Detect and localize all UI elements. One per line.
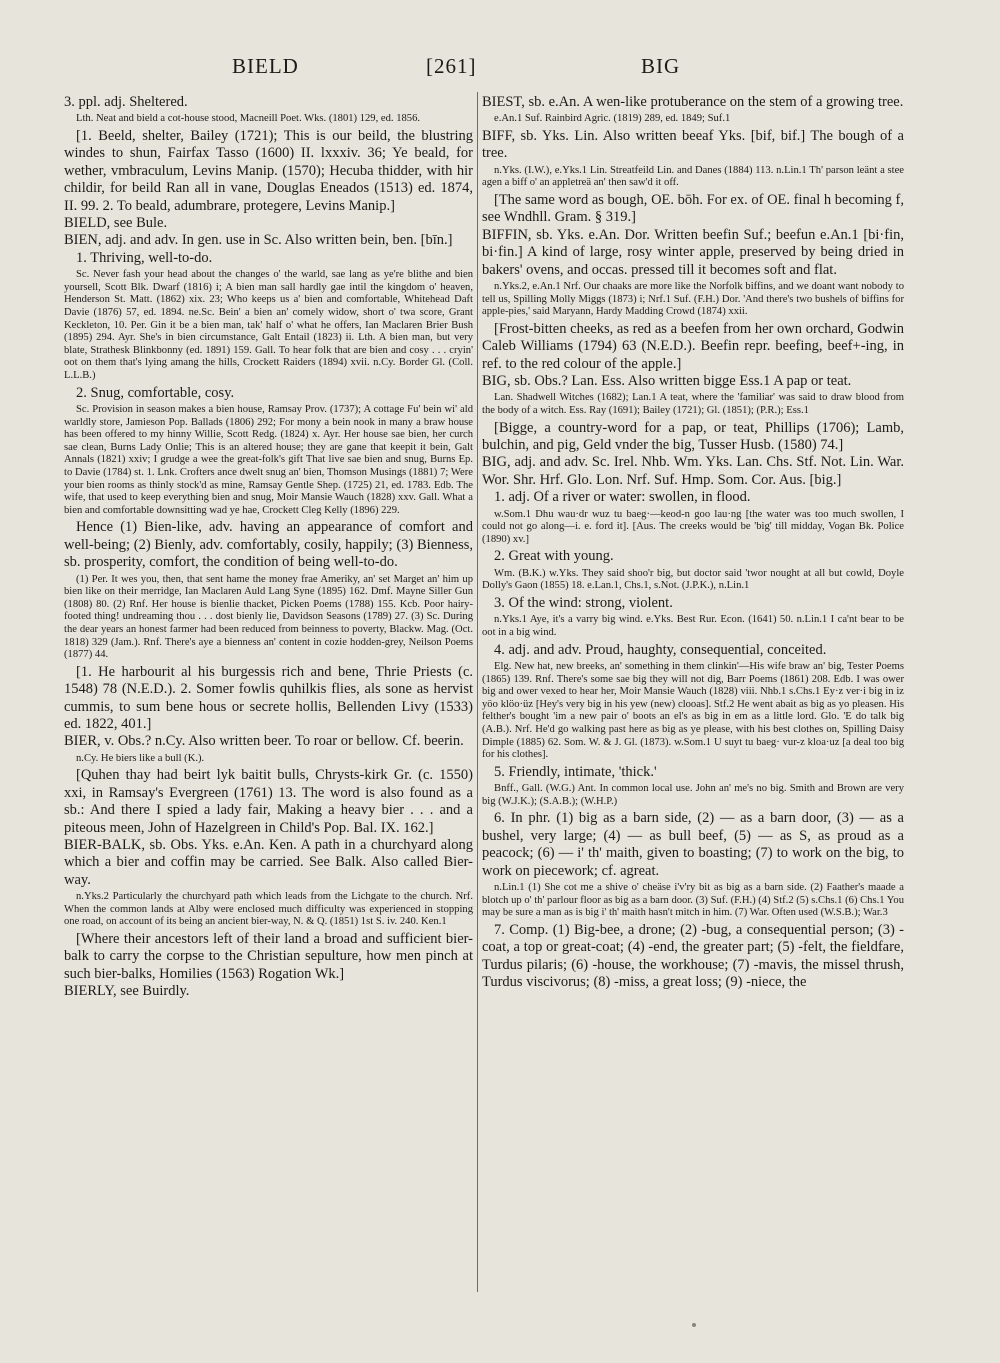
entry-paragraph: BIERLY, see Buirdly.	[64, 983, 190, 1000]
entry-paragraph: BIG, adj. and adv. Sc. Irel. Nhb. Wm. Yks. Lan. Chs. Stf. Not. Lin. War. Wor. Shr. Hrf. Glo. Lon. Nrf. Suf. Hmp. Som. Cor. Aus. [big.]	[482, 454, 904, 488]
entry-paragraph: BIFFIN, sb. Yks. e.An. Dor. Written beefin Suf.; beefun e.An.1 [bi·fin, bi·fin.] A kind of large, rosy winter apple, preserved by being dried in bakers' ovens, and occas. pressed till it becomes soft and flat.	[482, 226, 904, 278]
quotation-paragraph: Lan. Shadwell Witches (1682); Lan.1 A teat, where the 'familiar' was said to draw blood from the body of a witch. Ess. Ray (1691); Bailey (1721); Gl. (1851); (P.R.); Ess.1	[482, 392, 904, 417]
quotation-paragraph: w.Som.1 Dhu wau·dr wuz tu baeg·—keod-n goo lau·ng [the water was too much swollen, I could not go along—i. e. ford it]. [Aus. The creeks would be 'big' till midday, Vogan Bk. Police (1890) xv.]	[482, 508, 904, 545]
entry-paragraph: [Bigge, a country-word for a pap, or teat, Phillips (1706); Lamb, bulchin, and pig, Geld vnder the big, Tusser Husb. (1580) 74.]	[482, 419, 904, 454]
entry-paragraph: BIEST, sb. e.An. A wen-like protuberance on the stem of a growing tree.	[482, 94, 904, 110]
right-column	[482, 94, 904, 1314]
column-rule	[477, 92, 478, 1292]
quotation-paragraph: n.Yks. (I.W.), e.Yks.1 Lin. Streatfeild Lin. and Danes (1884) 113. n.Lin.1 Th' parson leänt a stee agen a biff o' an appletreä an' then saw'd it off.	[482, 164, 904, 189]
entry-paragraph: Hence (1) Bien-like, adv. having an appearance of comfort and well-being; (2) Bienly, adv. comfortably, cosily, happily; (3) Bienness, sb. prosperity, comfort, the condition of being well-to-do.	[64, 519, 473, 571]
entry-paragraph: 3. ppl. adj. Sheltered.	[64, 94, 188, 110]
quotation-paragraph: n.Cy. He biers like a bull (K.).	[76, 752, 205, 764]
quotation-paragraph: Sc. Never fash your head about the changes o' the warld, sae lang as ye're blithe and bien yoursell, Scott Blk. Dwarf (1816) i; A bien man sall hardly gae intil the kingdom o' heaven, Henderson St. Matt. (1862) xix. 23; Who keeps us a' bien and comfortable, Whitehead Daft Davie (1876) 57, ed. 1894. ne.Sc. Bein' a bien an' comely widow, short o' twa score, Grant Keckleton, 10. Per. Gin it be a bien man, tak' half o' what he offers, Ian Maclaren Brier Bush (1895) 294. Ayr. She's in bien circumstance, Galt Entail (1823) ii. Lth. A bien man, but very blate, Strathesk Blinkbonny (ed. 1891) 159. Gall. To hear folk that are bien and cosy . . . cryin' oot on them that's lying amang the hills, Crockett Raiders (1894) xvii. n.Cy. Border Gl. (Coll. L.L.B.)	[64, 269, 473, 381]
entry-paragraph: [The same word as bough, OE. bōh. For ex. of OE. final h becoming f, see Wndhll. Gram. § 319.]	[482, 192, 904, 226]
quotation-paragraph: n.Yks.2 Particularly the churchyard path which leads from the Lichgate to the church. Nrf. When the common lands at Alby were enclosed much difficulty was experienced in stopping one road, on account of its being an ancient bier-way, N. & Q. (1851) 1st S. iv. 240. Ken.1	[64, 891, 473, 928]
quotation-paragraph: n.Yks.2, e.An.1 Nrf. Our chaaks are more like the Norfolk biffins, and we doant want nobody to tell us, Spilling Molly Miggs (1873) i; Nrf.1 Suf. (F.H.) Dor. 'And there's two bushels of biffins for apple-pies,' said Maryann, Hardy Madding Crowd (1874) xxii.	[482, 281, 904, 318]
quotation-paragraph: Sc. Provision in season makes a bien house, Ramsay Prov. (1737); A cottage Fu' bein wi' ald warldly store, Jamieson Pop. Ballads (1806) 292; For mony a bein nook in many a braw house has been offered to my hinny Willie, Scott Redg. (1824) x. Ayr. Her house sae bien, her curch sae clean, Burns Lady Onlie; This is an altered house; they are gane that keepit it bein, Galt Annals (1821) xxiv; I grudge a wee the great-folk's gift That live sae bien and snug, Burns Ep. to Davie (1784) st. 1. Lnk. Crofters ance dwelt snug an' bien, Thomson Musings (1881) 7; Were your bien rooms as thinly stock'd as mine, Ramsay Gentle Shep. (1725) 21, ed. 1783. Edb. The wife, that used to keep everything bien and snug, Moir Mansie Wauch (1828) xxv. Gall. What a bien and comfortable downsitting wad ye hae, Crockett Cleg Kelly (1896) 229.	[64, 404, 473, 516]
entry-paragraph: [Frost-bitten cheeks, as red as a beefen from her own orchard, Godwin Caleb Williams (1794) 63 (N.E.D.). Beefin repr. beefing, beef+-ing, in ref. to the red colour of the apple.]	[482, 320, 904, 372]
entry-paragraph: [1. Beeld, shelter, Bailey (1721); This is our beild, the blustring windes to shun, Fairfax Tasso (1600) II. lxxxiv. 36; Ye beald, for wether, vmbraculum, Levins Manip. (1570); Hecuba thidder, with hir childir, for beild Ran all in vane, Douglas Eneados (1513) ed. 1874, II. 99. 2. To beald, adumbrare, protegere, Levins Manip.]	[64, 128, 473, 214]
quotation-paragraph: Bnff., Gall. (W.G.) Ant. In common local use. John an' me's no big. Smith and Brown are very big (W.J.K.); (S.A.B.); (W.H.P.)	[482, 783, 904, 807]
entry-paragraph: 5. Friendly, intimate, 'thick.'	[494, 763, 657, 780]
left-column	[64, 94, 473, 1314]
entry-paragraph: BIER, v. Obs.? n.Cy. Also written beer. To roar or bellow. Cf. beerin.	[64, 733, 464, 750]
entry-paragraph: 1. adj. Of a river or water: swollen, in flood.	[494, 489, 751, 506]
quotation-paragraph: n.Lin.1 (1) She cot me a shive o' cheäse i'v'ry bit as big as a barn side. (2) Faather's maade a blotch up o' th' parlour floor as big as a barn door. (3) Suf. (F.H.) (4) Stf.2 (5) s.Chs.1 (6) Chs.1 You may be sure a man as is big i' th' maith hasn't mitch in him. (7) War. Often used (W.S.B.); War.3	[482, 882, 904, 919]
quotation-paragraph: Elg. New hat, new breeks, an' something in them clinkin'—His wife braw an' big, Tester Poems (1865) 139. Rnf. There's some sae big they will not dig, Barr Poems (1861) 208. Edb. I was ower big and ower vexed to hear her, Moir Mansie Wauch (1828) viii. Nhb.1 s.Chs.1 Ey·z ver·i big in iz yöo klöo·üz [Hey's very big in his yew (new) clooas]. Stf.2 He went abait as big as yo pleasen. His felther's bought 'im a new pair o' boots an el's as big in em as a little lord. Glo. 'E do talk big (A.B.). Nrf. He'd go walking past here as big as ye please, with his best clothes on, Spilling Daisy Dimple (1885) 62. Som. W. & J. Gl. (1873). w.Som.1 U suyt tu baeg· vur-z kloa·uz [a deal too big for his clothes].	[482, 661, 904, 761]
entry-paragraph: 2. Snug, comfortable, cosy.	[76, 384, 235, 401]
header-first-word: BIELD	[232, 54, 299, 78]
entry-paragraph: [1. He harbourit al his burgessis rich and bene, Thrie Priests (c. 1548) 78 (N.E.D.). 2. Somer fowlis quhilkis flies, als sone as hervist cummis, to sum bene hous or secrete hollis, Bellenden Livy (1533) ed. 1822, 401.]	[64, 663, 473, 732]
entry-paragraph: [Where their ancestors left of their land a broad and sufficient bier-balk to carry the corpse to the Christian sepulture, how men pinch at such bier-balks, Homilies (1563) Rogation Wk.]	[64, 930, 473, 982]
quotation-paragraph: (1) Per. It wes you, then, that sent hame the money frae Ameriky, an' set Marget an' him up bien like on their merridge, Ian Maclaren Auld Lang Syne (1895) 162. Dmf. Mayne Siller Gun (1808) 80. (2) Rnf. Her house is bienlie thacket, Picken Poems (1788) 155. Kcb. Poor hairy-footed thing! undreaming thou . . . dost bienly lie, Davidson Seasons (1789) 27. (3) Sc. During the dear years an honest farmer had been reduced from beinness to poverty, Blackw. Mag. (Oct. 1818) 329 (Jam.). Rnf. There's aye a bienness an' content in cozie hodden-grey, Neilson Poems (1877) 44.	[64, 573, 473, 661]
paper-speck	[692, 1323, 696, 1327]
entry-paragraph: 1. Thriving, well-to-do.	[76, 249, 213, 266]
entry-paragraph: BIELD, see Bule.	[64, 215, 168, 232]
entry-paragraph: 4. adj. and adv. Proud, haughty, consequential, conceited.	[494, 641, 827, 658]
entry-paragraph: BIG, sb. Obs.? Lan. Ess. Also written bigge Ess.1 A pap or teat.	[482, 373, 852, 390]
entry-paragraph: BIEN, adj. and adv. In gen. use in Sc. Also written bein, ben. [bīn.]	[64, 232, 453, 249]
entry-paragraph: 2. Great with young.	[494, 548, 614, 565]
entry-paragraph: 7. Comp. (1) Big-bee, a drone; (2) -bug, a consequential person; (3) -coat, a top or great-coat; (4) -end, the greater part; (5) -felt, the fieldfare, Turdus pilaris; (6) -house, the workhouse; (7) -mavis, the missel thrush, Turdus viscivorus; (8) -miss, a great loss; (9) -niece, the	[482, 921, 904, 990]
quotation-paragraph: n.Yks.1 Aye, it's a varry big wind. e.Yks. Best Rur. Econ. (1641) 50. n.Lin.1 I ca'nt bear to be oot in a big wind.	[482, 614, 904, 639]
quotation-paragraph: Wm. (B.K.) w.Yks. They said shoo'r big, but doctor said 'twor nought at all but cowld, Doyle Dolly's Gaon (1855) 18. e.Lan.1, Chs.1, s.Not. (J.P.K.), n.Lin.1	[482, 567, 904, 592]
entry-paragraph: 3. Of the wind: strong, violent.	[494, 595, 673, 612]
entry-paragraph: 6. In phr. (1) big as a barn side, (2) — as a barn door, (3) — as a bushel, very large; (4) — as bull beef, (5) — as S, as proud as a peacock; (6) — i' th' maith, given to boasting; (7) to work on the big, to work on piecework; cf. agreat.	[482, 810, 904, 879]
header-last-word: BIG	[641, 54, 681, 78]
quotation-paragraph: Lth. Neat and bield a cot-house stood, Macneill Poet. Wks. (1801) 129, ed. 1856.	[76, 113, 421, 125]
entry-paragraph: BIFF, sb. Yks. Lin. Also written beeaf Yks. [bif, bif.] The bough of a tree.	[482, 128, 904, 162]
entry-paragraph: BIER-BALK, sb. Obs. Yks. e.An. Ken. A path in a churchyard along which a bier and coffin may be carried. See Balk. Also called Bier-way.	[64, 836, 473, 888]
page-number: [261]	[426, 54, 477, 78]
quotation-paragraph: e.An.1 Suf. Rainbird Agric. (1819) 289, ed. 1849; Suf.1	[494, 113, 731, 125]
running-header	[0, 54, 1000, 84]
entry-paragraph: [Quhen thay had beirt lyk baitit bulls, Chrysts-kirk Gr. (c. 1550) xxi, in Ramsay's Evergreen (1761) 13. The word is also found as a sb.: And there I spied a lady fair, Making a heavy bier . . . and a piteous meen, John of Hazelgreen in Child's Pop. Bal. IX. 162.]	[64, 767, 473, 836]
